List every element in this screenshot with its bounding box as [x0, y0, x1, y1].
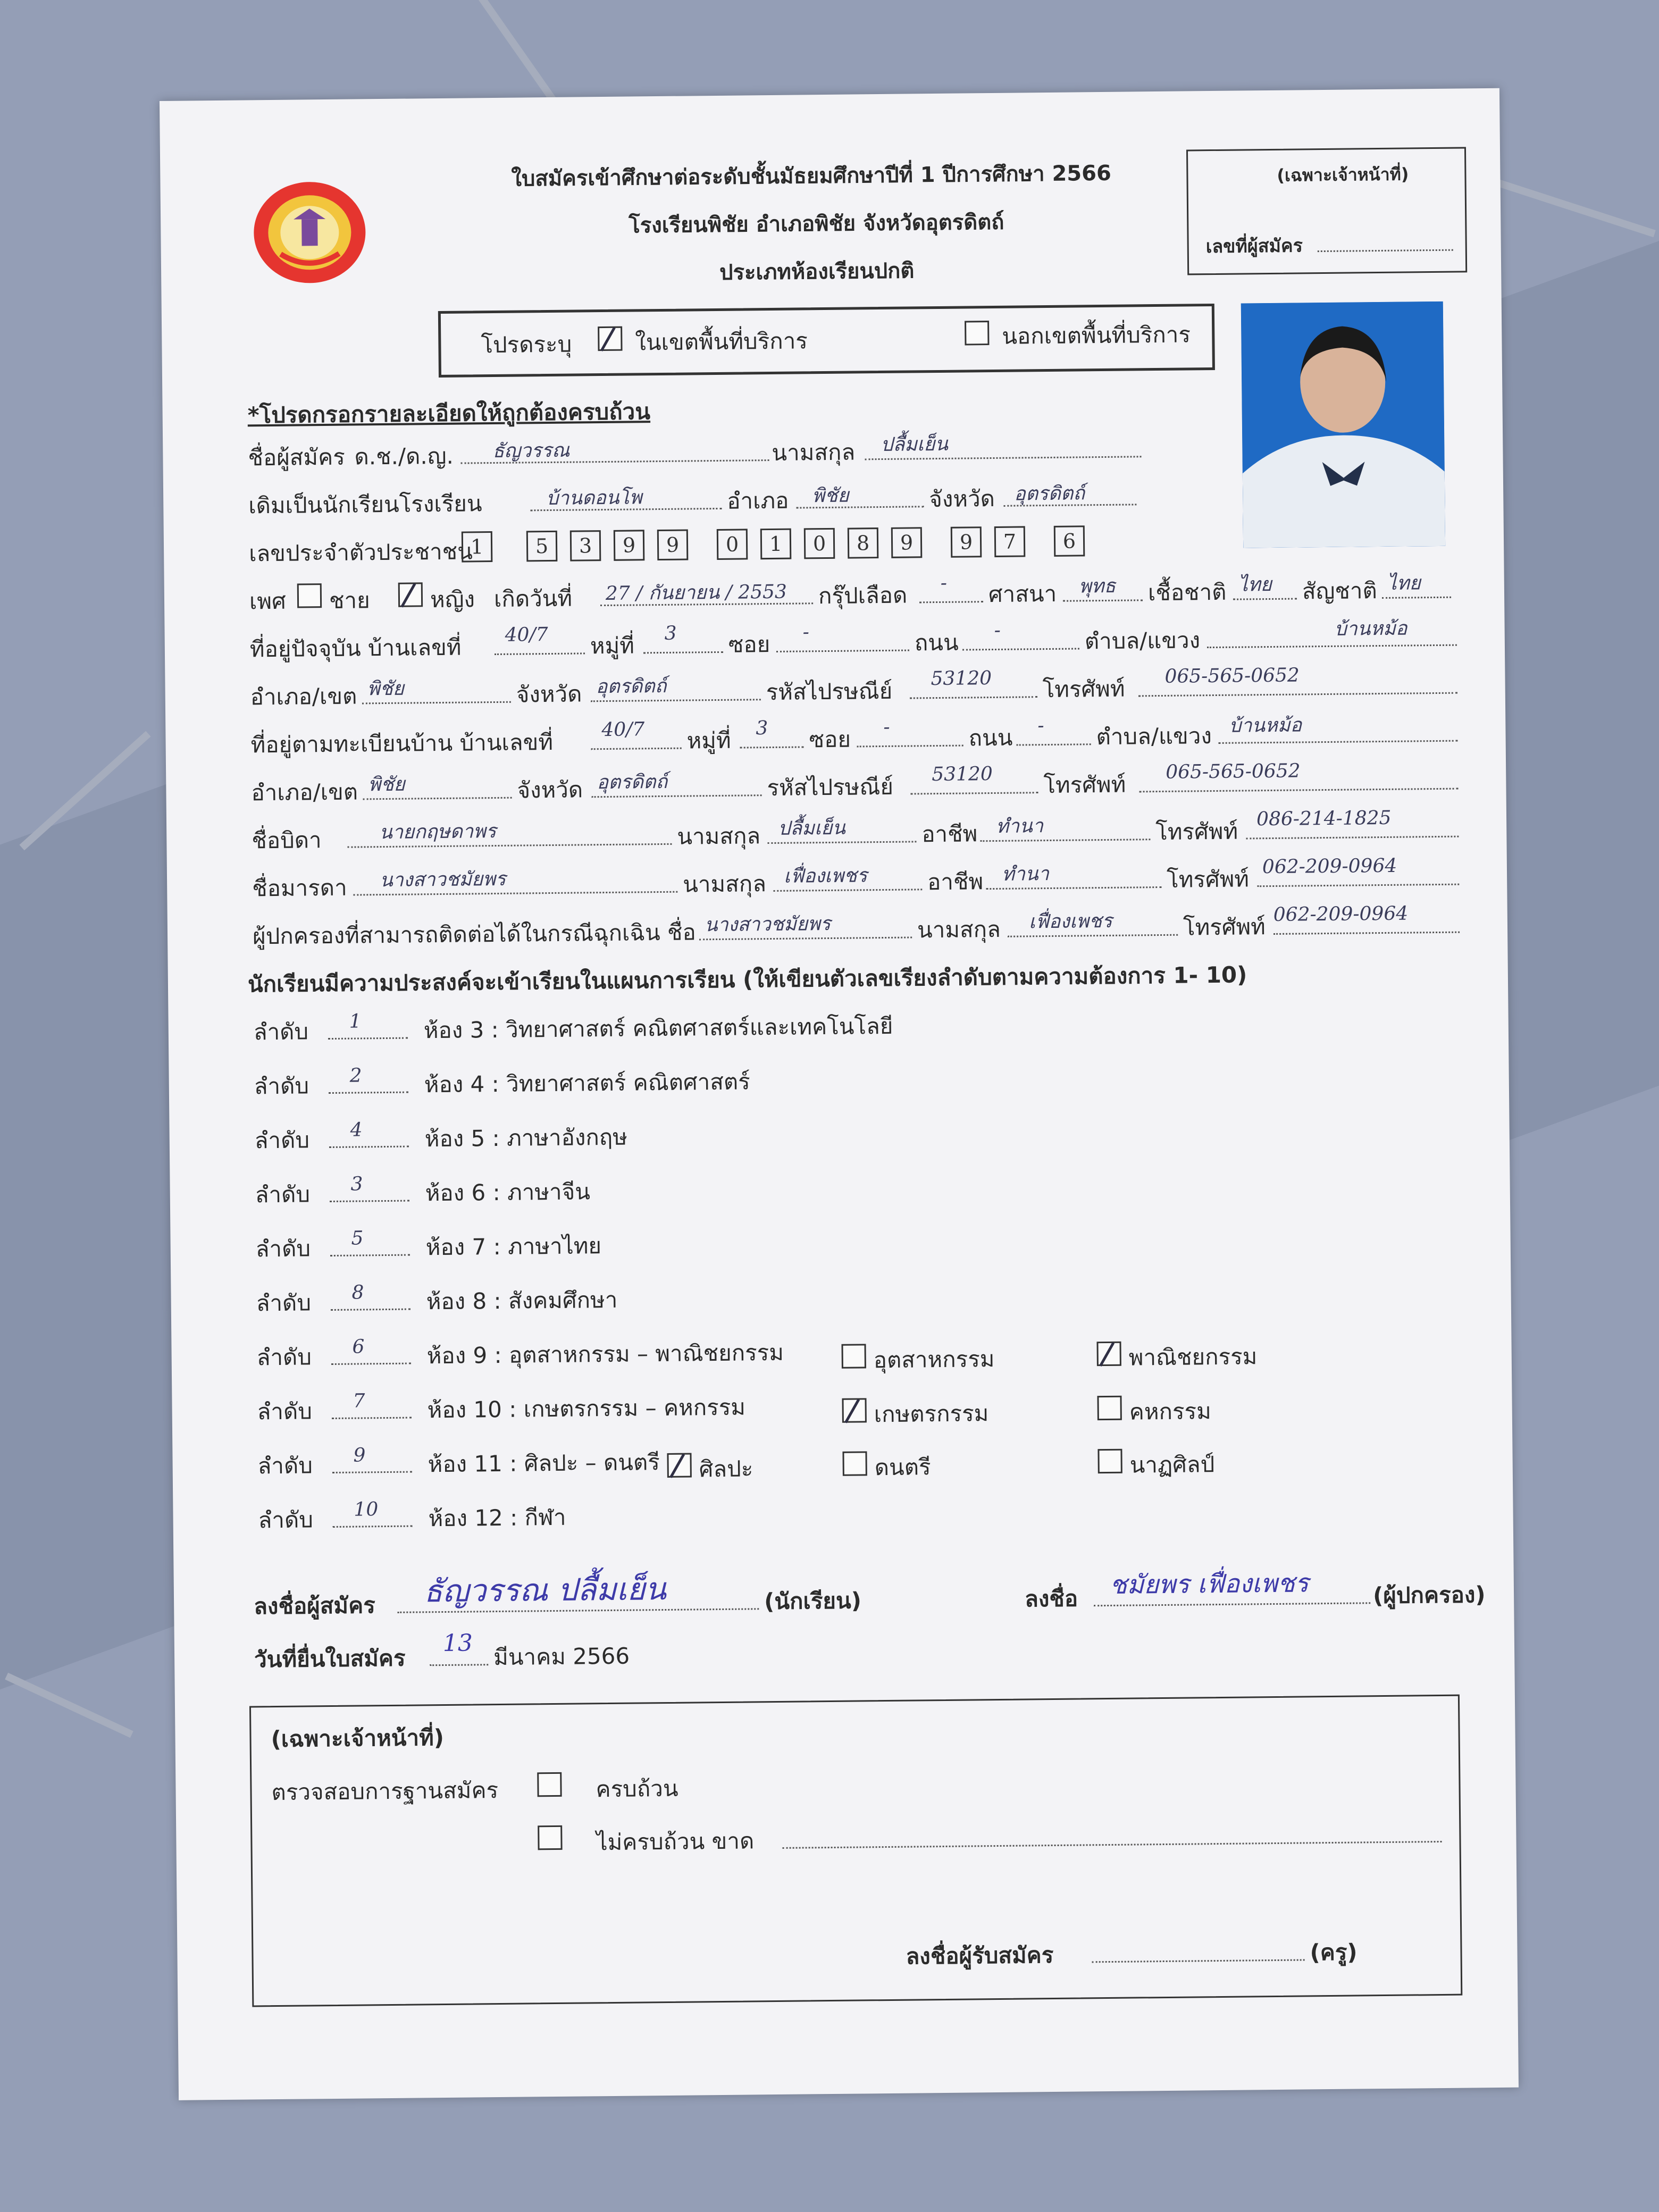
mother-surname-value: เฟื่องเพชร [783, 865, 868, 887]
school-logo [250, 179, 368, 286]
first-name-value: ธัญวรรณ [492, 439, 570, 463]
prev-district-value: พิชัย [811, 484, 849, 507]
father-phone-value: 086-214-1825 [1256, 807, 1392, 831]
plan-rank-line[interactable] [329, 1092, 408, 1094]
plan-rank-value: 3 [350, 1173, 363, 1195]
current-phone-value: 065-565-0652 [1164, 664, 1300, 688]
incomplete-label: ไม่ครบถ้วน ขาด [596, 1828, 755, 1856]
id-digit-box[interactable]: 0 [717, 529, 748, 560]
music-label: ดนตรี [874, 1454, 931, 1481]
religion-label: ศาสนา [988, 580, 1057, 608]
guardian-phone-label: โทรศัพท์ [1183, 914, 1266, 941]
id-digit-box[interactable]: 6 [1054, 525, 1085, 557]
staff-only-label: (เฉพาะเจ้าหน้าที่) [1277, 164, 1409, 186]
plan-rank-label: ลำดับ [258, 1506, 314, 1534]
plan-rank-line[interactable] [332, 1471, 412, 1473]
plan-room-label: ห้อง 12 : กีฬา [428, 1504, 566, 1532]
plan-rank-label: ลำดับ [253, 1018, 309, 1045]
name-label: ชื่อผู้สมัคร [248, 443, 346, 471]
plan-room-label: ห้อง 7 : ภาษาไทย [425, 1233, 602, 1261]
plan-rank-value: 9 [353, 1444, 366, 1467]
plan-rank-line[interactable] [328, 1037, 408, 1040]
form-title: ใบสมัครเข้าศึกษาต่อระดับชั้นมัธยมศึกษาปีที่ 1 ปีการศึกษา 2566 [511, 161, 1112, 191]
mother-job-value: ทำนา [1001, 863, 1050, 885]
plan-rank-label: ลำดับ [254, 1127, 310, 1154]
plan-rank-line[interactable] [330, 1254, 410, 1256]
guardian-label: ผู้ปกครองที่สามารถติดต่อได้ในกรณีฉุกเฉิน ชื่อ [252, 919, 696, 950]
dob-label: เกิดวันที่ [493, 585, 573, 613]
surname-value: ปลื้มเย็น [881, 433, 949, 456]
applicant-photo [1241, 301, 1445, 548]
registered-road-label: ถนน [968, 724, 1013, 751]
current-subdistrict-value: บ้านหม้อ [1334, 617, 1407, 640]
receiver-sign-label: ลงชื่อผู้รับสมัคร [906, 1942, 1054, 1970]
race-value: ไทย [1238, 573, 1272, 596]
current-road-label: ถนน [914, 629, 959, 656]
current-province-value: อุตรดิตถ์ [596, 675, 667, 698]
current-soi-label: ซอย [728, 631, 770, 658]
male-checkbox[interactable] [297, 583, 322, 608]
office-heading: (เฉพาะเจ้าหน้าที่) [271, 1724, 445, 1753]
plan-rank-value: 7 [353, 1390, 365, 1412]
guardian-surname-value: เฟื่องเพชร [1028, 910, 1112, 933]
prev-province-value: อุตรดิตถ์ [1013, 482, 1085, 505]
industry-checkbox[interactable] [842, 1344, 866, 1368]
current-address-label: ที่อยู่ปัจจุบัน บ้านเลขที่ [249, 634, 462, 663]
guardian-signature: ชมัยพร เฟื่องเพชร [1109, 1568, 1309, 1600]
plan-rank-line[interactable] [329, 1146, 409, 1148]
registered-house-line[interactable] [591, 748, 682, 750]
current-road-value: - [994, 619, 1001, 641]
registered-moo-line[interactable] [740, 746, 804, 748]
registered-postcode-label: รหัสไปรษณีย์ [767, 773, 894, 801]
registered-address-label: ที่อยู่ตามทะเบียนบ้าน บ้านเลขที่ [250, 728, 554, 758]
guardian-phone-value: 062-209-0964 [1273, 902, 1409, 926]
registered-house-value: 40/7 [601, 718, 645, 741]
submit-date-label: วันที่ยื่นใบสมัคร [254, 1645, 406, 1673]
student-suffix: (นักเรียน) [764, 1587, 862, 1615]
registered-postcode-line[interactable] [911, 792, 1038, 794]
religion-value: พุทธ [1078, 575, 1116, 598]
registered-subdistrict-label: ตำบล/แขวง [1096, 723, 1212, 750]
plan-room-label: ห้อง 11 : ศิลปะ – ดนตรี [428, 1449, 660, 1478]
registered-soi-label: ซอย [809, 726, 851, 753]
id-digit-box[interactable]: 8 [848, 527, 879, 559]
out-area-checkbox[interactable] [965, 321, 989, 345]
current-house-line[interactable] [495, 652, 585, 655]
current-postcode-line[interactable] [910, 696, 1037, 699]
mother-job-label: อาชีพ [927, 868, 984, 895]
registered-phone-label: โทรศัพท์ [1043, 771, 1126, 799]
father-name-value: นายกฤษดาพร [379, 820, 497, 844]
submit-date-rest: มีนาคม 2566 [493, 1643, 630, 1671]
in-area-label: ในเขตพื้นที่บริการ [635, 328, 808, 356]
current-moo-value: 3 [664, 622, 677, 644]
surname-label: นามสกุล [772, 439, 856, 466]
dob-value: 27 / กันยายน / 2553 [605, 581, 787, 605]
complete-label: ครบถ้วน [596, 1775, 678, 1803]
plan-rank-value: 1 [349, 1010, 362, 1033]
title-options: ด.ช./ด.ญ. [354, 442, 454, 470]
current-moo-label: หมู่ที่ [590, 632, 635, 659]
registered-moo-value: 3 [756, 717, 768, 740]
home-ec-label: คหกรรม [1129, 1398, 1211, 1425]
current-postcode-label: รหัสไปรษณีย์ [766, 677, 893, 706]
plan-rank-label: ลำดับ [257, 1452, 313, 1479]
applicant-no-label: เลขที่ผู้สมัคร [1205, 235, 1303, 258]
national-id-label: เลขประจำตัวประชาชน [248, 538, 473, 567]
guardian-suffix: (ผู้ปกครอง) [1372, 1581, 1486, 1609]
plans-heading: นักเรียนมีความประสงค์จะเข้าเรียนในแผนการเรียน (ให้เขียนตัวเลขเรียงลำดับตามความต้องการ 1- 10) [247, 961, 1247, 998]
plan-rank-line[interactable] [333, 1526, 413, 1528]
current-moo-line[interactable] [643, 651, 723, 653]
guardian-surname-label: นามสกุล [917, 916, 1001, 943]
fill-note: *โปรดกรอกรายละเอียดให้ถูกต้องครบถ้วน [247, 398, 651, 429]
mother-phone-value: 062-209-0964 [1262, 854, 1397, 878]
prev-school-label: เดิมเป็นนักเรียนโรงเรียน [248, 490, 482, 519]
father-label: ชื่อบิดา [252, 827, 322, 854]
guardian-sign-label: ลงชื่อ [1024, 1585, 1078, 1612]
registered-subdistrict-line[interactable] [1219, 740, 1458, 744]
plan-room-label: ห้อง 5 : ภาษาอังกฤษ [424, 1124, 628, 1152]
current-subdistrict-label: ตำบล/แขวง [1084, 627, 1201, 655]
registered-district-label: อำเภอ/เขต [251, 778, 358, 806]
applicant-sign-label: ลงชื่อผู้สมัคร [253, 1592, 375, 1620]
plan-rank-label: ลำดับ [255, 1235, 311, 1262]
submit-day-value: 13 [442, 1629, 473, 1657]
plan-rank-label: ลำดับ [255, 1181, 311, 1208]
art-checkbox[interactable] [667, 1453, 691, 1478]
father-phone-line[interactable] [1246, 836, 1459, 840]
prev-district-label: อำเภอ [727, 487, 789, 514]
plan-rank-label: ลำดับ [257, 1398, 313, 1425]
current-postcode-value: 53120 [931, 667, 992, 690]
guardian-name-value: นางสาวชมัยพร [704, 912, 831, 936]
current-soi-value: - [802, 621, 810, 643]
id-digit-box[interactable]: 5 [526, 531, 558, 562]
plan-rank-value: 2 [349, 1065, 362, 1087]
mother-phone-label: โทรศัพท์ [1166, 866, 1250, 893]
applicant-signature: ธัญวรรณ ปลื้มเย็น [423, 1570, 667, 1610]
current-subdistrict-line[interactable] [1207, 644, 1457, 649]
nationality-label: สัญชาติ [1302, 577, 1377, 605]
art-label: ศิลปะ [699, 1455, 753, 1482]
id-digit-box[interactable]: 1 [462, 531, 493, 563]
plan-room-label: ห้อง 10 : เกษตรกรรม – คหกรรม [427, 1394, 746, 1423]
plan-rank-value: 10 [354, 1498, 379, 1521]
plan-room-label: ห้อง 3 : วิทยาศาสตร์ คณิตศาสตร์และเทคโนโลยี [423, 1012, 893, 1044]
race-label: เชื้อชาติ [1147, 579, 1227, 606]
application-form [160, 88, 1519, 2100]
id-digit-box[interactable]: 7 [994, 526, 1026, 557]
registered-soi-value: - [883, 716, 890, 738]
current-road-line[interactable] [962, 648, 1079, 650]
mother-surname-label: นามสกุล [682, 870, 767, 898]
father-job-label: อาชีพ [921, 820, 978, 848]
industry-label: อุตสาหกรรม [873, 1346, 995, 1373]
mother-label: ชื่อมารดา [252, 874, 347, 902]
plan-rank-label: ลำดับ [256, 1289, 312, 1317]
area-label: โปรดระบุ [481, 331, 572, 358]
father-job-value: ทำนา [995, 815, 1044, 837]
current-district-label: อำเภอ/เขต [250, 683, 357, 710]
blood-label: กรุ๊ปเลือด [818, 582, 908, 609]
mother-phone-line[interactable] [1257, 884, 1459, 887]
plan-rank-line[interactable] [330, 1200, 409, 1202]
school-name: โรงเรียนพิชัย อำเภอพิชัย จังหวัดอุตรดิตถ์ [629, 210, 1004, 238]
guardian-phone-line[interactable] [1273, 932, 1460, 935]
dance-checkbox[interactable] [1097, 1449, 1122, 1473]
agriculture-checkbox[interactable] [842, 1398, 866, 1422]
home-ec-checkbox[interactable] [1097, 1396, 1121, 1420]
id-digit-box[interactable]: 9 [891, 527, 923, 558]
current-house-value: 40/7 [505, 624, 548, 646]
registered-road-value: - [1037, 715, 1044, 737]
dance-label: นาฏศิลป์ [1129, 1451, 1215, 1478]
father-surname-label: นามสกุล [677, 823, 761, 850]
registered-moo-label: หมู่ที่ [686, 727, 731, 754]
plan-room-label: ห้อง 6 : ภาษาจีน [425, 1178, 591, 1206]
id-digit-box[interactable]: 0 [804, 528, 835, 559]
sex-label: เพศ [249, 588, 286, 615]
out-area-label: นอกเขตพื้นที่บริการ [1002, 321, 1191, 349]
blood-value: - [940, 572, 948, 594]
id-digit-box[interactable]: 1 [760, 529, 792, 560]
registered-province-value: อุตรดิตถ์ [597, 770, 668, 794]
plan-rank-label: ลำดับ [254, 1073, 309, 1100]
current-soi-line[interactable] [776, 650, 909, 652]
current-district-value: พิชัย [367, 677, 405, 700]
plan-rank-value: 5 [351, 1227, 364, 1250]
mother-name-value: นางสาวชมัยพร [379, 868, 506, 892]
current-phone-line[interactable] [1138, 692, 1457, 697]
registered-subdistrict-value: บ้านหม้อ [1229, 714, 1302, 737]
incomplete-checkbox[interactable] [538, 1825, 562, 1850]
plan-rank-line[interactable] [331, 1363, 411, 1365]
id-digit-box[interactable]: 3 [570, 530, 601, 562]
office-check-label: ตรวจสอบการฐานสมัคร [271, 1777, 499, 1806]
plan-room-label: ห้อง 8 : สังคมศึกษา [426, 1286, 618, 1315]
agriculture-label: เกษตรกรรม [874, 1400, 989, 1428]
registered-province-label: จังหวัด [517, 776, 583, 803]
male-label: ชาย [329, 587, 370, 614]
female-checkbox[interactable] [398, 582, 423, 607]
id-digit-box[interactable]: 9 [951, 526, 982, 558]
plan-room-label: ห้อง 4 : วิทยาศาสตร์ คณิตศาสตร์ [424, 1068, 750, 1098]
nationality-value: ไทย [1387, 572, 1421, 594]
father-phone-label: โทรศัพท์ [1155, 818, 1238, 845]
registered-phone-value: 065-565-0652 [1166, 760, 1301, 783]
plan-rank-value: 6 [352, 1336, 365, 1358]
plan-room-label: ห้อง 9 : อุตสาหกรรม – พาณิชยกรรม [426, 1339, 784, 1369]
registered-district-value: พิชัย [368, 773, 405, 796]
registered-postcode-value: 53120 [932, 763, 993, 786]
complete-checkbox[interactable] [537, 1772, 562, 1797]
prev-school-value: บ้านดอนโพ [546, 487, 642, 510]
registered-soi-line[interactable] [857, 745, 963, 748]
plan-rank-line[interactable] [332, 1417, 412, 1419]
commerce-label: พาณิชยกรรม [1128, 1343, 1258, 1371]
prev-province-label: จังหวัด [929, 485, 995, 513]
blood-line[interactable] [919, 601, 983, 603]
father-surname-value: ปลื้มเย็น [777, 817, 846, 840]
in-area-checkbox[interactable] [598, 326, 622, 351]
commerce-checkbox[interactable] [1096, 1342, 1121, 1366]
id-digit-box[interactable]: 9 [657, 529, 689, 560]
plan-rank-value: 8 [351, 1281, 364, 1304]
music-checkbox[interactable] [842, 1451, 867, 1476]
receiver-suffix: (ครู) [1310, 1939, 1358, 1966]
current-phone-label: โทรศัพท์ [1042, 675, 1125, 703]
registered-phone-line[interactable] [1139, 788, 1459, 793]
current-province-label: จังหวัด [516, 681, 582, 708]
plan-rank-line[interactable] [331, 1309, 410, 1311]
registered-road-line[interactable] [1017, 743, 1091, 745]
plan-rank-label: ลำดับ [256, 1344, 312, 1371]
female-label: หญิง [430, 586, 475, 613]
id-digit-box[interactable]: 9 [614, 530, 645, 561]
class-type: ประเภทห้องเรียนปกติ [719, 258, 915, 285]
submit-day-line[interactable] [430, 1664, 488, 1666]
plan-rank-value: 4 [350, 1119, 363, 1141]
